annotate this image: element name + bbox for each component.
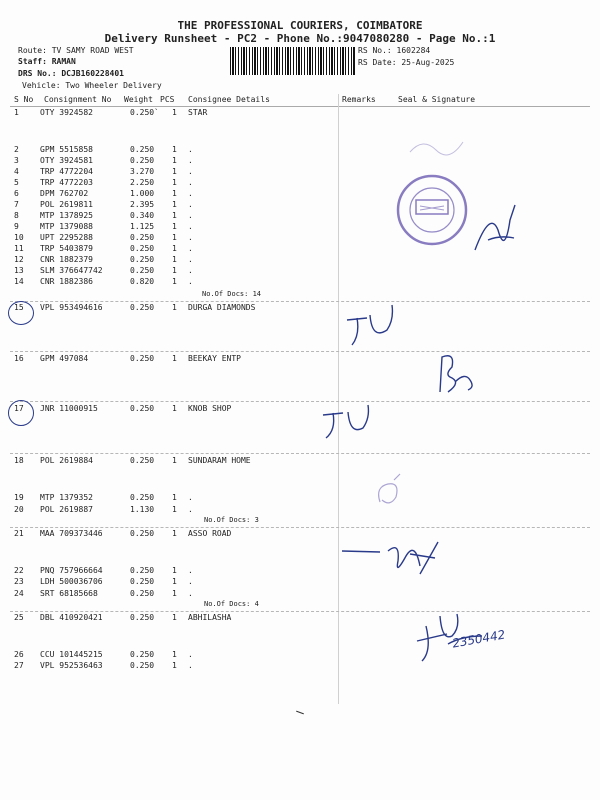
row-weight: 2.395 — [130, 200, 155, 209]
row-pcs: 1 — [172, 277, 177, 286]
row-weight: 0.250 — [130, 650, 155, 659]
row-pcs: 1 — [172, 108, 177, 117]
row-sno: 3 — [14, 156, 19, 165]
row-consignment-no: CNR 1882379 — [40, 255, 93, 264]
col-consignee: Consignee Details — [188, 95, 270, 104]
row-consignee: . — [188, 145, 193, 154]
col-remarks: Remarks — [342, 95, 376, 104]
header-divider — [10, 106, 590, 107]
row-pcs: 1 — [172, 200, 177, 209]
barcode — [230, 47, 355, 75]
company-title: THE PROFESSIONAL COURIERS, COIMBATORE — [177, 19, 423, 32]
row-weight: 0.250 — [130, 404, 155, 413]
row-sno: 17 — [14, 404, 24, 413]
row-consignment-no: SRT 68185668 — [40, 589, 98, 598]
doc-count-1: No.Of Docs: 14 — [202, 290, 262, 298]
row-consignment-no: MTP 1379088 — [40, 222, 93, 231]
row-sno: 5 — [14, 178, 19, 187]
row-consignee: . — [188, 266, 193, 275]
signature-row1 — [470, 200, 520, 264]
rs-number: RS No.: 1602284 — [358, 46, 431, 55]
row-sno: 21 — [14, 529, 24, 538]
row-sno: 18 — [14, 456, 24, 465]
row-consignee: . — [188, 650, 193, 659]
col-weight: Weight — [124, 95, 153, 104]
col-seal-signature: Seal & Signature — [398, 95, 476, 104]
row-consignment-no: MAA 709373446 — [40, 529, 103, 538]
row-sno: 11 — [14, 244, 24, 253]
row-consignee: KNOB SHOP — [188, 404, 232, 413]
row-pcs: 1 — [172, 156, 177, 165]
row-consignee: BEEKAY ENTP — [188, 354, 241, 363]
row-pcs: 1 — [172, 211, 177, 220]
row-consignment-no: TRP 4772204 — [40, 167, 93, 176]
row-consignee: . — [188, 156, 193, 165]
row-sno: 13 — [14, 266, 24, 275]
row-pcs: 1 — [172, 613, 177, 622]
row-weight: 0.250 — [130, 577, 155, 586]
row-consignment-no: JNR 11000915 — [40, 404, 98, 413]
row-weight: 0.250 — [130, 255, 155, 264]
row-sno: 6 — [14, 189, 19, 198]
row-weight: 1.130 — [130, 505, 155, 514]
row-consignment-no: GPM 497084 — [40, 354, 89, 363]
row-consignment-no: OTY 3924582 — [40, 108, 93, 117]
row-pcs: 1 — [172, 178, 177, 187]
row-weight: 0.250 — [130, 613, 155, 622]
row-sno: 26 — [14, 650, 24, 659]
row-pcs: 1 — [172, 566, 177, 575]
row-pcs: 1 — [172, 589, 177, 598]
row-separator — [10, 351, 590, 352]
row-sno: 20 — [14, 505, 24, 514]
row-weight: 0.250 — [130, 303, 155, 312]
row-consignee: . — [188, 255, 193, 264]
row-consignment-no: POL 2619884 — [40, 456, 93, 465]
row-consignment-no: CCU 101445215 — [40, 650, 103, 659]
signature-row19 — [370, 472, 410, 516]
row-consignment-no: POL 2619811 — [40, 200, 93, 209]
row-consignee: . — [188, 222, 193, 231]
row-pcs: 1 — [172, 456, 177, 465]
row-weight: 0.250 — [130, 566, 155, 575]
row-sno: 14 — [14, 277, 24, 286]
row-consignment-no: OTY 3924581 — [40, 156, 93, 165]
row-weight: 0.250 — [130, 456, 155, 465]
row-consignee: . — [188, 577, 193, 586]
stray-mark — [296, 711, 304, 715]
row-weight: 0.250` — [130, 108, 159, 117]
signature-row21 — [340, 536, 450, 585]
row-consignment-no: UPT 2295288 — [40, 233, 93, 242]
row-pcs: 1 — [172, 255, 177, 264]
row-consignee: . — [188, 505, 193, 514]
row-consignee: . — [188, 277, 193, 286]
row-separator — [10, 527, 590, 528]
row-weight: 0.820 — [130, 277, 155, 286]
row-weight: 3.270 — [130, 167, 155, 176]
remarks-column-rule — [338, 94, 339, 704]
col-pcs: PCS — [160, 95, 175, 104]
doc-count-3: No.Of Docs: 4 — [204, 600, 259, 608]
row-weight: 2.250 — [130, 178, 155, 187]
row-consignment-no: SLM 376647742 — [40, 266, 103, 275]
row-sno: 8 — [14, 211, 19, 220]
row-weight: 0.250 — [130, 145, 155, 154]
row-pcs: 1 — [172, 577, 177, 586]
row-consignment-no: TRP 5403879 — [40, 244, 93, 253]
row-consignee: . — [188, 178, 193, 187]
row-sno: 12 — [14, 255, 24, 264]
row-sno: 7 — [14, 200, 19, 209]
row-pcs: 1 — [172, 493, 177, 502]
row-consignment-no: GPM 5515858 — [40, 145, 93, 154]
row-weight: 0.250 — [130, 156, 155, 165]
row-sno: 19 — [14, 493, 24, 502]
row-pcs: 1 — [172, 233, 177, 242]
faint-signature — [408, 132, 468, 166]
row-weight: 0.340 — [130, 211, 155, 220]
row-consignment-no: DPM 762702 — [40, 189, 89, 198]
row-consignee: . — [188, 211, 193, 220]
row-sno: 23 — [14, 577, 24, 586]
row-weight: 0.250 — [130, 244, 155, 253]
row-pcs: 1 — [172, 505, 177, 514]
vehicle-label: Vehicle: Two Wheeler Delivery — [22, 81, 162, 90]
row-separator — [10, 401, 590, 402]
row-consignment-no: TRP 4772203 — [40, 178, 93, 187]
row-consignee: . — [188, 233, 193, 242]
row-pcs: 1 — [172, 244, 177, 253]
row-consignment-no: DBL 410920421 — [40, 613, 103, 622]
row-pcs: 1 — [172, 222, 177, 231]
signature-row16 — [430, 352, 480, 401]
row-weight: 0.250 — [130, 661, 155, 670]
row-sno: 22 — [14, 566, 24, 575]
row-consignment-no: MTP 1378925 — [40, 211, 93, 220]
row-sno: 15 — [14, 303, 24, 312]
rs-date: RS Date: 25-Aug-2025 — [358, 58, 455, 67]
row-consignee: . — [188, 167, 193, 176]
row-weight: 0.250 — [130, 589, 155, 598]
row-pcs: 1 — [172, 303, 177, 312]
row-consignee: . — [188, 244, 193, 253]
row-sno: 10 — [14, 233, 24, 242]
row-consignment-no: LDH 500036706 — [40, 577, 103, 586]
row-sno: 16 — [14, 354, 24, 363]
row-sno: 9 — [14, 222, 19, 231]
row-weight: 0.250 — [130, 233, 155, 242]
row-weight: 0.250 — [130, 493, 155, 502]
row-consignee: . — [188, 200, 193, 209]
row-consignment-no: VPL 953494616 — [40, 303, 103, 312]
row-pcs: 1 — [172, 189, 177, 198]
row-consignee: . — [188, 661, 193, 670]
row-consignee: ASSO ROAD — [188, 529, 232, 538]
signature-row17 — [318, 400, 378, 449]
row-pcs: 1 — [172, 354, 177, 363]
row-sno: 1 — [14, 108, 19, 117]
row-sno: 2 — [14, 145, 19, 154]
row-consignment-no: MTP 1379352 — [40, 493, 93, 502]
row-sno: 4 — [14, 167, 19, 176]
row-pcs: 1 — [172, 145, 177, 154]
ink-circle-mark — [8, 301, 34, 325]
row-consignment-no: POL 2619887 — [40, 505, 93, 514]
row-consignee: STAR — [188, 108, 208, 117]
row-pcs: 1 — [172, 404, 177, 413]
doc-count-2: No.Of Docs: 3 — [204, 516, 259, 524]
ink-circle-mark — [8, 400, 34, 426]
runsheet-subtitle: Delivery Runsheet - PC2 - Phone No.:9047080280 - Page No.:1 — [104, 32, 496, 45]
row-sno: 25 — [14, 613, 24, 622]
row-separator — [10, 301, 590, 302]
staff-label: Staff: RAMAN — [18, 57, 76, 66]
row-weight: 0.250 — [130, 266, 155, 275]
row-separator — [10, 611, 590, 612]
row-sno: 24 — [14, 589, 24, 598]
row-consignee: . — [188, 566, 193, 575]
row-pcs: 1 — [172, 529, 177, 538]
drs-number: DRS No.: DCJB160228401 — [18, 69, 124, 78]
row-consignee: SUNDARAM HOME — [188, 456, 251, 465]
col-sno: S No — [14, 95, 34, 104]
row-consignee: . — [188, 493, 193, 502]
row-consignment-no: CNR 1882386 — [40, 277, 93, 286]
row-pcs: 1 — [172, 266, 177, 275]
row-separator — [10, 453, 590, 454]
row-weight: 1.125 — [130, 222, 155, 231]
row-pcs: 1 — [172, 167, 177, 176]
row-sno: 27 — [14, 661, 24, 670]
row-consignment-no: VPL 952536463 — [40, 661, 103, 670]
row-consignee: DURGA DIAMONDS — [188, 303, 256, 312]
row-weight: 0.250 — [130, 529, 155, 538]
row-weight: 1.000 — [130, 189, 155, 198]
row-consignment-no: PNQ 757966664 — [40, 566, 103, 575]
row-consignee: . — [188, 589, 193, 598]
row-weight: 0.250 — [130, 354, 155, 363]
route-label: Route: TV SAMY ROAD WEST — [18, 46, 134, 55]
signature-row15 — [342, 300, 402, 354]
row-consignee: ABHILASHA — [188, 613, 232, 622]
row-consignee: . — [188, 189, 193, 198]
col-consignment: Consignment No — [44, 95, 112, 104]
row-pcs: 1 — [172, 661, 177, 670]
company-seal-stamp — [394, 170, 474, 254]
handwritten-note-row25: 2350442 — [451, 627, 507, 651]
row-pcs: 1 — [172, 650, 177, 659]
